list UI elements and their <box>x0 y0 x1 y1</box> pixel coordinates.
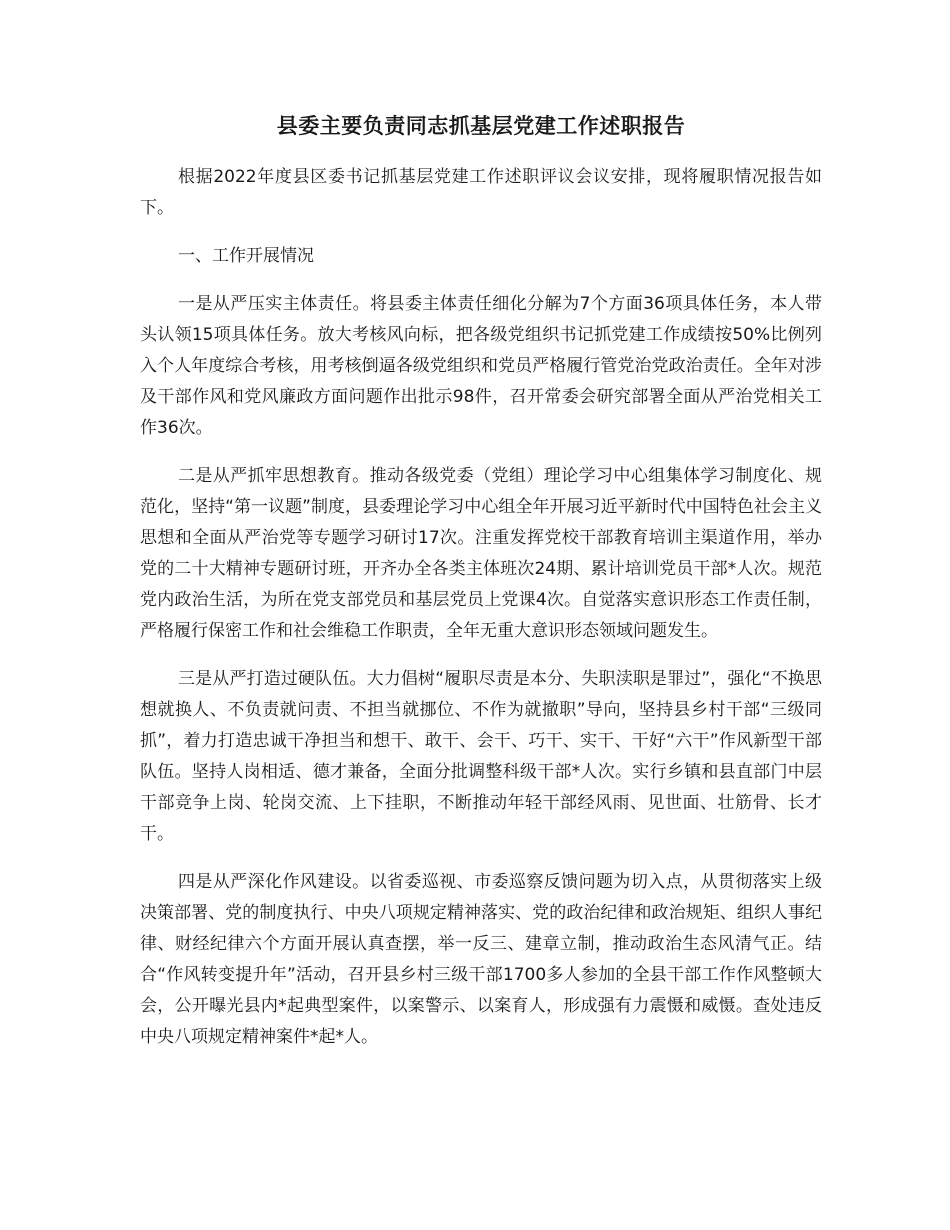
document-title: 县委主要负责同志抓基层党建工作述职报告 <box>276 114 686 138</box>
paragraph-education: 二是从严抓牢思想教育。推动各级党委（党组）理论学习中心组集体学习制度化、规范化，坚持“第一议题”制度，县委理论学习中心组全年开展习近平新时代中国特色社会主义思想和全面从严治党等专题学习研讨17次。注重发挥党校干部教育培训主渠道作用，举办党的二十大精神专题研讨班，开齐办全各类主体班次24期、累计培训党员干部*人次。规范党内政治生活，为所在党支部党员和基层党员上党课4次。自觉落实意识形态工作责任制，严格履行保密工作和社会维稳工作职责，全年无重大意识形态领域问题发生。 <box>140 466 822 641</box>
intro-paragraph: 根据2022年度县区委书记抓基层党建工作述职评议会议安排，现将履职情况报告如下。 <box>140 167 822 218</box>
paragraph-style: 四是从严深化作风建设。以省委巡视、市委巡察反馈问题为切入点，从贯彻落实上级决策部署、党的制度执行、中央八项规定精神落实、党的政治纪律和政治规矩、组织人事纪律、财经纪律六个方面开展认真查摆，举一反三、建章立制，推动政治生态风清气正。结合“作风转变提升年”活动，召开县乡村三级干部1700多人参加的全县干部工作作风整顿大会，公开曝光县内*起典型案件，以案警示、以案育人，形成强有力震慑和威慑。查处违反中央八项规定精神案件*起*人。 <box>140 872 822 1047</box>
paragraph-responsibility: 一是从严压实主体责任。将县委主体责任细化分解为7个方面36项具体任务，本人带头认领15项具体任务。放大考核风向标，把各级党组织书记抓党建工作成绩按50%比例列入个人年度综合考核，用考核倒逼各级党组织和党员严格履行管党治党政治责任。全年对涉及干部作风和党风廉政方面问题作出批示98件，召开常委会研究部署全面从严治党相关工作36次。 <box>140 294 822 438</box>
document-page <box>140 108 822 1070</box>
paragraph-team: 三是从严打造过硬队伍。大力倡树“履职尽责是本分、失职渎职是罪过”，强化“不换思想就换人、不负责就问责、不担当就挪位、不作为就撤职”导向，坚持县乡村干部“三级同抓”，着力打造忠诚干净担当和想干、敢干、会干、巧干、实干、干好“六干”作风新型干部队伍。坚持人岗相适、德才兼备，全面分批调整科级干部*人次。实行乡镇和县直部门中层干部竞争上岗、轮岗交流、上下挂职，不断推动年轻干部经风雨、见世面、壮筋骨、长才干。 <box>140 669 822 844</box>
section-heading: 一、工作开展情况 <box>178 246 314 266</box>
